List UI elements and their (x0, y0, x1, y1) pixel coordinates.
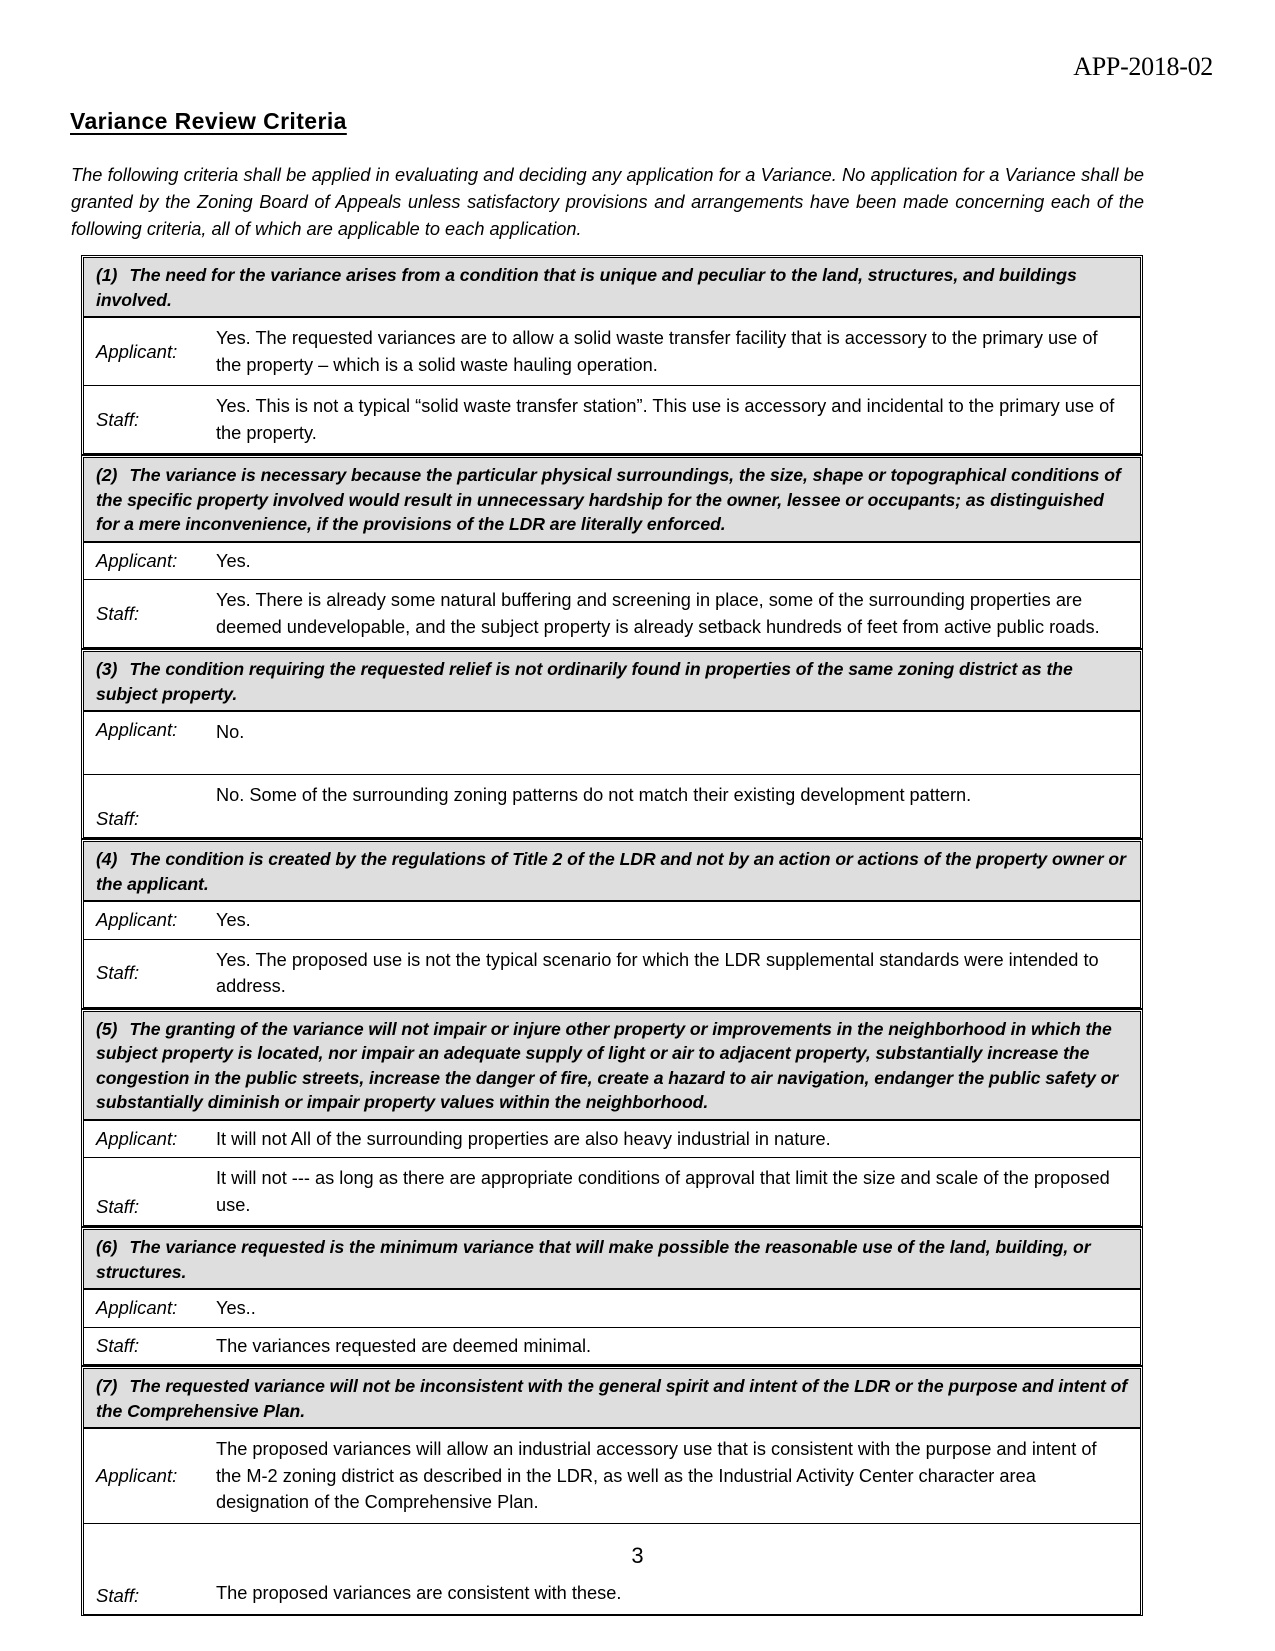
staff-response-row-2 (84, 580, 1140, 647)
criterion-number-5: (5) (96, 1018, 118, 1039)
applicant-label: Applicant: (96, 549, 178, 571)
criterion-heading-5 (84, 1012, 1140, 1121)
criterion-heading-6 (84, 1230, 1140, 1290)
criterion-number-2: (2) (96, 465, 118, 485)
criterion-heading-1 (84, 258, 1140, 318)
applicant-label: Applicant: (96, 1464, 178, 1486)
criterion-text-4: The condition is created by the regulations of Title 2 of the LDR and not by an action or actions of the property owner or the applicant. (96, 849, 1126, 894)
applicant-response-5: It will not All of the surrounding properties are also heavy industrial in nature. (216, 1128, 831, 1149)
applicant-response-3: No. (216, 722, 245, 742)
applicant-response-7: The proposed variances will allow an industrial accessory use that is consistent with the purpose and intent of the M-2 zoning district as described in the LDR, as well as the Industrial Activity Center character area designation of the Comprehensive Plan. (216, 1439, 1097, 1512)
staff-label: Staff: (96, 408, 140, 430)
applicant-label: Applicant: (96, 719, 178, 740)
applicant-response-4: Yes. (216, 910, 251, 930)
staff-response-4: Yes. The proposed use is not the typical scenario for which the LDR supplemental standards were intended to address. (216, 949, 1099, 996)
criterion-number-6: (6) (96, 1237, 118, 1257)
staff-response-row-5 (84, 1158, 1140, 1225)
criterion-block-5 (81, 1009, 1143, 1228)
applicant-response-row-2 (84, 543, 1140, 581)
criterion-text-3: The condition requiring the requested relief is not ordinarily found in properties of the same zoning district as the subject property. (96, 659, 1073, 704)
staff-response-1: Yes. This is not a typical “solid waste transfer station”. This use is accessory and incidental to the primary use of the property. (216, 396, 1115, 443)
criterion-block-2 (81, 455, 1143, 649)
criterion-heading-7 (84, 1369, 1140, 1429)
criterion-text-1: The need for the variance arises from a condition that is unique and peculiar to the land, structures, and buildings involved. (96, 265, 1077, 310)
applicant-response-row-6 (84, 1290, 1140, 1328)
intro-paragraph: The following criteria shall be applied in evaluating and deciding any application for a Variance. No application for a Variance shall be granted by the Zoning Board of Appeals unless satisfactory provisions and arrangements have been made concerning each of the following criteria, all of which are applicable to each application. (71, 165, 1144, 239)
applicant-response-1: Yes. The requested variances are to allow a solid waste transfer facility that is accessory to the primary use of the property – which is a solid waste hauling operation. (216, 328, 1098, 375)
criterion-heading-4 (84, 842, 1140, 902)
page-title: Variance Review Criteria (70, 108, 347, 134)
applicant-response-row-4 (84, 902, 1140, 940)
criterion-heading-3 (84, 652, 1140, 712)
staff-response-row-6 (84, 1328, 1140, 1365)
page-number: 3 (631, 1543, 644, 1568)
criterion-block-6 (81, 1227, 1143, 1366)
applicant-label: Applicant: (96, 340, 178, 362)
applicant-response-row-7 (84, 1429, 1140, 1524)
criterion-block-7 (81, 1366, 1143, 1616)
applicant-response-row-1 (84, 318, 1140, 386)
criterion-text-6: The variance requested is the minimum variance that will make possible the reasonable use of the land, building, or structures. (96, 1237, 1091, 1282)
document-id-header: APP-2018-02 (1073, 52, 1213, 81)
criterion-text-5: The granting of the variance will not impair or injure other property or improvements in the neighborhood in which the subject property is located, nor impair an adequate supply of light or air to adjacent property, substantially increase the congestion in the public streets, increase the danger of fire, create a hazard to air navigation, endanger the public safety or substantially diminish or impair property values within the neighborhood. (96, 1018, 1119, 1112)
criterion-number-7: (7) (96, 1376, 118, 1396)
applicant-response-row-5 (84, 1121, 1140, 1159)
staff-label: Staff: (96, 808, 140, 829)
staff-response-2: Yes. There is already some natural buffering and screening in place, some of the surrounding properties are deemed undevelopable, and the subject property is already setback hundreds of feet from active public roads. (216, 590, 1100, 637)
criterion-number-4: (4) (96, 849, 118, 869)
applicant-response-row-3 (84, 712, 1140, 775)
staff-response-row-4 (84, 940, 1140, 1007)
staff-label: Staff: (96, 1196, 140, 1217)
criterion-text-2: The variance is necessary because the particular physical surroundings, the size, shape or topographical conditions of the specific property involved would result in unnecessary hardship for the owner, lessee or occupants; as distinguished for a mere inconvenience, if the provisions of the LDR are literally enforced. (96, 465, 1121, 534)
staff-response-3: No. Some of the surrounding zoning patterns do not match their existing development pattern. (216, 785, 972, 805)
staff-label: Staff: (96, 962, 140, 983)
applicant-response-6: Yes.. (216, 1298, 256, 1318)
criterion-block-4 (81, 839, 1143, 1009)
criterion-block-3 (81, 649, 1143, 839)
variance-criteria-table (81, 255, 1143, 1616)
applicant-label: Applicant: (96, 909, 178, 931)
criterion-text-7: The requested variance will not be inconsistent with the general spirit and intent of the LDR or the purpose and intent of the Comprehensive Plan. (96, 1376, 1128, 1421)
criterion-number-1: (1) (96, 265, 118, 285)
staff-label: Staff: (96, 1334, 140, 1356)
staff-response-row-1 (84, 386, 1140, 453)
applicant-label: Applicant: (96, 1127, 178, 1149)
criterion-block-1 (81, 255, 1143, 455)
staff-label: Staff: (96, 602, 140, 624)
applicant-response-2: Yes. (216, 550, 251, 571)
staff-response-6: The variances requested are deemed minimal. (216, 1335, 592, 1356)
staff-response-5: It will not --- as long as there are appropriate conditions of approval that limit the size and scale of the proposed use. (216, 1168, 1110, 1215)
staff-response-row-3 (84, 775, 1140, 837)
criterion-heading-2 (84, 458, 1140, 543)
applicant-label: Applicant: (96, 1297, 178, 1319)
staff-response-7: The proposed variances are consistent with these. (216, 1583, 622, 1603)
criterion-number-3: (3) (96, 659, 118, 679)
staff-label: Staff: (96, 1584, 140, 1606)
